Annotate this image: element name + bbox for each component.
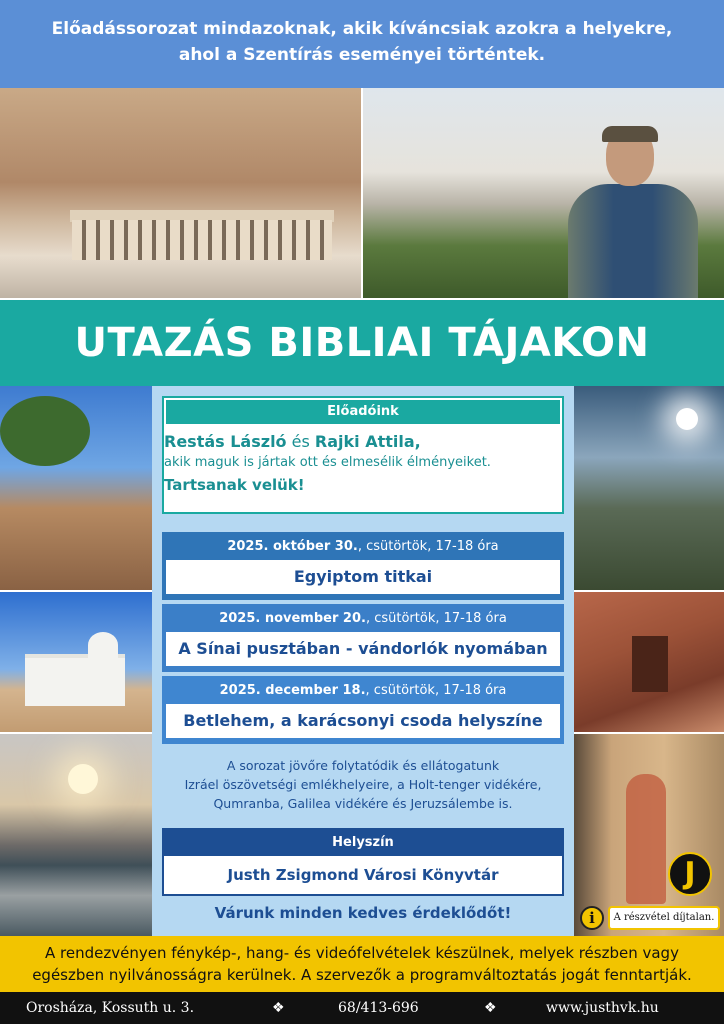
photo-rock-dwelling [574, 592, 724, 732]
program-panel [152, 386, 574, 936]
speaker-name-2: Rajki Attila, [314, 432, 421, 451]
speaker-names [164, 432, 562, 451]
series-line-2: Izráel öszövetségi emlékhelyeire, a Holt-tenger vidékére, [184, 777, 542, 792]
speakers-cta: Tartsanak velük! [164, 476, 305, 494]
speaker-name-1: Restás László [164, 432, 287, 451]
intro-line-2: ahol a Szentírás eseményei történtek. [178, 45, 546, 65]
welcome-text: Várunk minden kedves érdeklődőt! [214, 904, 512, 922]
event-1-topic: Egyiptom titkai [166, 560, 560, 594]
footer-phone: 68/413-696 [338, 1000, 419, 1016]
photo-speaker-jerusalem [363, 88, 724, 298]
speakers-description: akik maguk is jártak ott és elmesélik élményeiket. [164, 455, 491, 470]
event-1 [162, 532, 564, 600]
intro-banner [0, 0, 724, 88]
event-2-date: 2025. november 20., csütörtök, 17-18 óra [219, 611, 507, 626]
footer-separator-icon: ❖ [484, 1000, 497, 1016]
series-note [162, 756, 564, 813]
footer-separator-icon: ❖ [272, 1000, 285, 1016]
page-title: UTAZÁS BIBLIAI TÁJAKON [0, 300, 724, 386]
fee-note: A részvétel díjtalan. [608, 906, 720, 930]
event-3 [162, 676, 564, 744]
speakers-header: Előadóink [166, 400, 560, 424]
footer [0, 992, 724, 1024]
venue-name: Justh Zsigmond Városi Könyvtár [164, 856, 562, 894]
photo-desert-shrine [0, 592, 152, 732]
photo-sunset-sea [0, 734, 152, 936]
venue-box [162, 828, 564, 896]
library-logo-icon: J [668, 852, 712, 896]
speaker-figure [568, 128, 698, 298]
event-3-date: 2025. december 18., csütörtök, 17-18 óra [219, 683, 507, 698]
intro-line-1: Előadássorozat mindazoknak, akik kíváncsiak azokra a helyekre, [51, 19, 673, 39]
notice-line-1: A rendezvényen fénykép-, hang- és videófelvételek készülnek, melyek részben vagy [45, 944, 679, 962]
event-3-topic: Betlehem, a karácsonyi csoda helyszíne [166, 704, 560, 738]
event-2 [162, 604, 564, 672]
temple-colonnade [72, 220, 332, 260]
notice-line-2: egészben nyilvánosságra kerülnek. A szervezők a programváltoztatás jogát fenntartják. [32, 966, 692, 984]
photo-hatshepsut-temple [0, 88, 361, 298]
photo-palm-coast [574, 386, 724, 590]
event-2-topic: A Sínai pusztában - vándorlók nyomában [166, 632, 560, 666]
recording-notice [0, 936, 724, 992]
event-1-date: 2025. október 30., csütörtök, 17-18 óra [227, 539, 499, 554]
speakers-box [162, 396, 564, 514]
series-line-1: A sorozat jövőre folytatódik és ellátogatunk [226, 758, 500, 773]
footer-website: www.justhvk.hu [546, 1000, 659, 1016]
speaker-and: és [286, 432, 315, 451]
footer-address: Orosháza, Kossuth u. 3. [26, 1000, 195, 1016]
series-line-3: Qumranba, Galilea vidékére és Jeruzsálembe is. [213, 796, 513, 811]
venue-header: Helyszín [164, 830, 562, 856]
photo-sphinx-avenue [0, 386, 152, 590]
info-icon: i [580, 906, 604, 930]
